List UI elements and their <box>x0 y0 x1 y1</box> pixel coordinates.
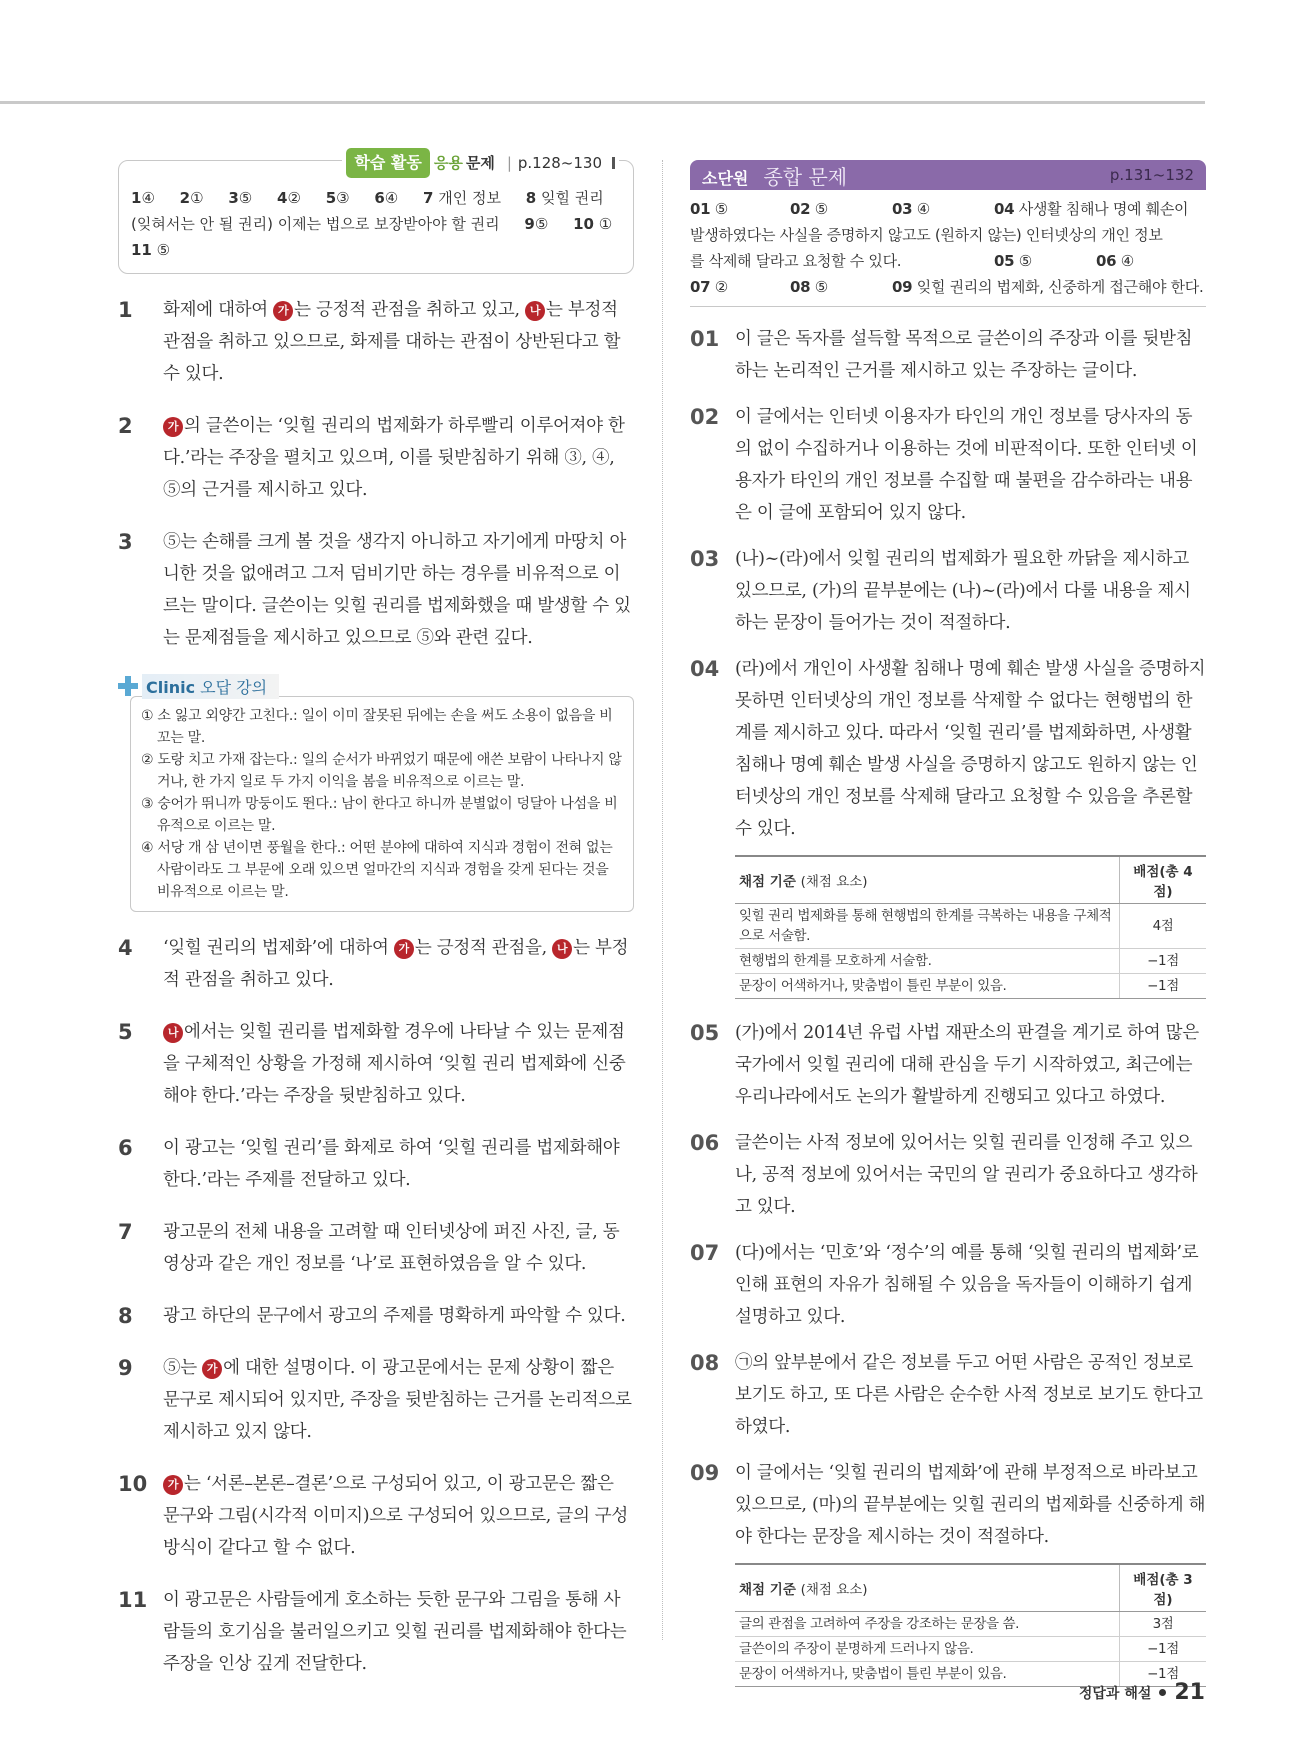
question-number: 02 <box>690 405 720 429</box>
passage-marker-icon: 나 <box>163 1023 183 1043</box>
question-item <box>118 526 634 654</box>
rubric-head: 채점 기준 (채점 요소) <box>735 856 1120 904</box>
question-text: 이 글에서는 인터넷 이용자가 타인의 개인 정보를 당사자의 동의 없이 수집하거나 이용하는 것에 비판적이다. 또한 인터넷 이용자가 타인의 개인 정보를 수집할 때 불편을 감수하라는 내용은 이 글에 포함되어 있지 않다. <box>735 407 1198 523</box>
question-item <box>690 323 1206 387</box>
clinic-item: ② 도랑 치고 가재 잡는다.: 일의 순서가 바뀌었기 때문에 애쓴 보람이 나타나지 않거나, 한 가지 일로 두 가지 이익을 봄을 비유적으로 이르는 말. <box>141 752 622 790</box>
question-text: (나)~(라)에서 잊힐 권리의 법제화가 필요한 까닭을 제시하고 있으므로, (가)의 끝부분에는 (나)~(라)에서 다룰 내용을 제시하는 문장이 들어가는 것이 적절하다. <box>735 549 1191 633</box>
rubric-table-2 <box>735 1563 1206 1687</box>
rubric-criterion: 현행법의 한계를 모호하게 서술함. <box>735 949 1120 974</box>
question-number: 7 <box>118 1220 133 1244</box>
rubric-head: 채점 기준 (채점 요소) <box>735 1564 1120 1612</box>
text-part: 는 부정적 관점을 취하고 있다. <box>163 938 629 990</box>
question-number: 8 <box>118 1304 133 1328</box>
question-item <box>690 543 1206 639</box>
question-number: 08 <box>690 1351 720 1375</box>
rubric-criterion: 글쓴이의 주장이 분명하게 드러나지 않음. <box>735 1637 1120 1662</box>
question-text <box>163 1216 634 1280</box>
question-item <box>118 1352 634 1448</box>
rubric-criterion: 글의 관점을 고려하여 주장을 강조하는 문장을 씀. <box>735 1612 1120 1637</box>
clinic-item: ④ 서당 개 삼 년이면 풍월을 한다.: 어떤 분야에 대하여 지식과 경험이 전혀 없는 사람이라도 그 부문에 오래 있으면 얼마간의 지식과 경험을 갖게 된다는 것을 비유적으로 이르는 말. <box>141 840 613 900</box>
text-part: ⑤는 손해를 크게 볼 것을 생각지 아니하고 자기에게 마땅치 아니한 것을 없애려고 그저 덤비기만 하는 경우를 비유적으로 이르는 말이다. 글쓴이는 잊힐 권리를 법제화했을 때 발생할 수 있는 문제점들을 제시하고 있으므로 ⑤와 관련 깊다. <box>163 532 631 648</box>
question-text: (라)에서 개인이 사생활 침해나 명예 훼손 발생 사실을 증명하지 못하면 인터넷상의 개인 정보를 삭제할 수 없다는 현행법의 한계를 제시하고 있다. 따라서 ‘잊힐 권리’를 법제화하면, 사생활 침해나 명예 훼손 발생 사실을 증명하지 않고도 원하지 않는 인터넷상의 개인 정보를 삭제해 달라고 요청할 수 있음을 추론할 수 있다. <box>735 659 1206 839</box>
right-questions-group-2 <box>690 1017 1206 1553</box>
rubric-score: −1점 <box>1120 1662 1207 1687</box>
activity-type-label: 응용 <box>433 154 463 172</box>
rubric-score: −1점 <box>1120 1637 1207 1662</box>
question-item <box>118 1216 634 1280</box>
question-text <box>163 526 634 654</box>
question-number: 3 <box>118 530 133 554</box>
clinic-item: ① 소 잃고 외양간 고친다.: 일이 이미 잘못된 뒤에는 손을 써도 소용이 없음을 비꼬는 말. <box>141 708 613 746</box>
activity-box-header: 학습 활동 응용 문제 | p.128~130 <box>342 148 619 178</box>
text-part: 이 광고는 ‘잊힐 권리’를 화제로 하여 ‘잊힐 권리를 법제화해야 한다.’라는 주제를 전달하고 있다. <box>163 1138 620 1190</box>
unit-label2: 종합 문제 <box>763 164 848 189</box>
question-item <box>118 1016 634 1112</box>
page-footer <box>1079 1680 1205 1705</box>
activity-badge: 학습 활동 <box>346 148 429 178</box>
rubric-score: −1점 <box>1120 974 1207 999</box>
unit-answer-line-1: 01 ⑤ 02 ⑤ 03 ④ 04 사생활 침해나 명예 훼손이 <box>690 200 1189 218</box>
question-item <box>118 294 634 390</box>
question-number: 1 <box>118 298 133 322</box>
passage-marker-icon: 가 <box>163 417 183 437</box>
top-rule <box>0 101 1205 104</box>
text-part: 는 부정적 관점을 취하고 있으므로, 화제를 대하는 관점이 상반된다고 할 수 있다. <box>163 300 621 384</box>
question-number: 4 <box>118 936 133 960</box>
right-questions-group-1 <box>690 323 1206 845</box>
question-item <box>118 932 634 996</box>
question-number: 5 <box>118 1020 133 1044</box>
question-number: 11 <box>118 1588 148 1612</box>
rubric-score-head: 배점(총 4점) <box>1120 856 1207 904</box>
question-item <box>118 1300 634 1332</box>
question-number: 06 <box>690 1131 720 1155</box>
clinic-item: ③ 숭어가 뛰니까 망둥이도 뛴다.: 남이 한다고 하니까 분별없이 덩달아 나섬을 비유적으로 이르는 말. <box>141 796 618 834</box>
text-part: ‘잊힐 권리의 법제화’에 대하여 <box>163 938 394 958</box>
activity-pages: p.128~130 <box>517 154 602 172</box>
question-item <box>118 410 634 506</box>
passage-marker-icon: 가 <box>202 1359 222 1379</box>
activity-type-label2: 문제 <box>465 154 495 172</box>
rubric-table-1 <box>735 855 1206 999</box>
question-item <box>690 401 1206 529</box>
left-questions-group-2 <box>118 932 634 1680</box>
question-text: ㉠의 앞부분에서 같은 정보를 두고 어떤 사람은 공적인 정보로 보기도 하고, 또 다른 사람은 순수한 사적 정보로 보기도 한다고 하였다. <box>735 1353 1203 1437</box>
question-number: 10 <box>118 1472 148 1496</box>
question-text <box>163 1016 634 1112</box>
page-number: 21 <box>1174 1680 1205 1705</box>
answer-row-2: (잊혀서는 안 될 권리) 이제는 법으로 보장받아야 할 권리 9⑤ 10 ① <box>131 215 613 233</box>
question-text: 이 글에서는 ‘잊힐 권리의 법제화’에 관해 부정적으로 바라보고 있으므로, (마)의 끝부분에는 잊힐 권리의 법제화를 신중하게 해야 한다는 문장을 제시하는 것이 적절하다. <box>735 1463 1206 1547</box>
rubric-score: −1점 <box>1120 949 1207 974</box>
text-part: 이 광고문은 사람들에게 호소하는 듯한 문구와 그림을 통해 사람들의 호기심을 불러일으키고 잊힐 권리를 법제화해야 한다는 주장을 인상 깊게 전달한다. <box>163 1590 627 1674</box>
unit-answer-line-2: 발생하였다는 사실을 증명하지 않고도 (원하지 않는) 인터넷상의 개인 정보 <box>690 226 1163 244</box>
text-part: 는 긍정적 관점을 취하고 있고, <box>294 300 525 320</box>
rubric-criterion: 문장이 어색하거나, 맞춤법이 틀린 부분이 있음. <box>735 1662 1120 1687</box>
question-number: 6 <box>118 1136 133 1160</box>
question-text: 이 글은 독자를 설득할 목적으로 글쓴이의 주장과 이를 뒷받침하는 논리적인 근거를 제시하고 있는 주장하는 글이다. <box>735 329 1193 381</box>
text-part: 는 긍정적 관점을, <box>414 938 553 958</box>
question-item <box>690 1017 1206 1113</box>
rubric-criterion: 문장이 어색하거나, 맞춤법이 틀린 부분이 있음. <box>735 974 1120 999</box>
question-item <box>118 1132 634 1196</box>
question-text <box>163 1584 634 1680</box>
text-part: ⑤는 <box>163 1358 203 1378</box>
question-number: 2 <box>118 414 133 438</box>
passage-marker-icon: 가 <box>273 301 293 321</box>
question-number: 01 <box>690 327 720 351</box>
text-part: 광고문의 전체 내용을 고려할 때 인터넷상에 퍼진 사진, 글, 동영상과 같은 개인 정보를 ‘나’로 표현하였음을 알 수 있다. <box>163 1222 620 1274</box>
rubric-score-head: 배점(총 3점) <box>1120 1564 1207 1612</box>
right-column <box>690 160 1206 1687</box>
question-text <box>163 1300 634 1332</box>
passage-marker-icon: 가 <box>163 1475 183 1495</box>
question-item <box>690 653 1206 845</box>
question-item <box>118 1468 634 1564</box>
clinic-box <box>118 674 634 912</box>
passage-marker-icon: 나 <box>525 301 545 321</box>
answer-row-1: 1④ 2① 3⑤ 4② 5③ 6④ 7 개인 정보 8 잊힐 권리 <box>131 189 604 207</box>
question-text: (가)에서 2014년 유럽 사법 재판소의 판결을 계기로 하여 많은 국가에서 잊힐 권리에 대해 관심을 두기 시작하였고, 최근에는 우리나라에서도 논의가 활발하게 진행되고 있다고 하였다. <box>735 1023 1199 1107</box>
question-item <box>690 1457 1206 1553</box>
passage-marker-icon: 가 <box>394 939 414 959</box>
question-number: 05 <box>690 1021 720 1045</box>
text-part: 의 글쓴이는 ‘잊힐 권리의 법제화가 하루빨리 이루어져야 한다.’라는 주장을 펼치고 있으며, 이를 뒷받침하기 위해 ③, ④, ⑤의 근거를 제시하고 있다. <box>163 416 625 500</box>
answer-row-3: 11 ⑤ <box>131 241 171 259</box>
question-text: (다)에서는 ‘민호’와 ‘정수’의 예를 통해 ‘잊힐 권리의 법제화’로 인해 표현의 자유가 침해될 수 있음을 독자들이 이해하기 쉽게 설명하고 있다. <box>735 1243 1199 1327</box>
plus-icon <box>118 676 138 696</box>
text-part: 광고 하단의 문구에서 광고의 주제를 명확하게 파악할 수 있다. <box>163 1306 626 1326</box>
question-number: 09 <box>690 1461 720 1485</box>
unit-label: 소단원 <box>702 168 749 188</box>
text-part: 에서는 잊힐 권리를 법제화할 경우에 나타날 수 있는 문제점을 구체적인 상황을 가정해 제시하여 ‘잊힐 권리 법제화에 신중해야 한다.’라는 주장을 뒷받침하고 있다. <box>163 1022 626 1106</box>
rubric-score: 4점 <box>1120 904 1207 949</box>
footer-dot <box>1159 1689 1166 1696</box>
unit-answer-line-4: 07 ② 08 ⑤ 09 잊힐 권리의 법제화, 신중하게 접근해야 한다. <box>690 278 1204 296</box>
clinic-title: Clinic 오답 강의 <box>142 674 279 699</box>
footer-label: 정답과 해설 <box>1078 1685 1152 1702</box>
left-column <box>118 153 634 1680</box>
question-text: 글쓴이는 사적 정보에 있어서는 잊힐 권리를 인정해 주고 있으나, 공적 정보에 있어서는 국민의 알 권리가 중요하다고 생각하고 있다. <box>735 1133 1198 1217</box>
question-text <box>163 1132 634 1196</box>
rubric-criterion: 잊힐 권리 법제화를 통해 현행법의 한계를 극복하는 내용을 구체적으로 서술함. <box>735 904 1120 949</box>
rubric-score: 3점 <box>1120 1612 1207 1637</box>
unit-answer-line-3: 를 삭제해 달라고 요청할 수 있다. 05 ⑤ 06 ④ <box>690 252 1134 270</box>
question-item <box>690 1347 1206 1443</box>
unit-answers <box>690 190 1206 307</box>
question-item <box>690 1127 1206 1223</box>
question-number: 9 <box>118 1356 133 1380</box>
question-number: 07 <box>690 1241 720 1265</box>
passage-marker-icon: 나 <box>552 939 572 959</box>
question-text <box>163 410 634 506</box>
question-text <box>163 932 634 996</box>
unit-pages: p.131~132 <box>1109 166 1194 184</box>
text-part: 는 ‘서론–본론–결론’으로 구성되어 있고, 이 광고문은 짧은 문구와 그림(시각적 이미지)으로 구성되어 있으므로, 글의 구성 방식이 같다고 할 수 없다. <box>163 1474 629 1558</box>
question-text <box>163 294 634 390</box>
question-item <box>690 1237 1206 1333</box>
text-part: 화제에 대하여 <box>163 300 274 320</box>
question-text <box>163 1468 634 1564</box>
question-item <box>118 1584 634 1680</box>
unit-header-bar <box>690 160 1206 190</box>
column-divider <box>662 160 663 1640</box>
question-number: 03 <box>690 547 720 571</box>
left-questions-group-1 <box>118 294 634 654</box>
question-text <box>163 1352 634 1448</box>
question-number: 04 <box>690 657 720 681</box>
activity-answer-box <box>118 153 634 274</box>
text-part: 에 대한 설명이다. 이 광고문에서는 문제 상황이 짧은 문구로 제시되어 있지만, 주장을 뒷받침하는 근거를 논리적으로 제시하고 있지 않다. <box>163 1358 632 1442</box>
